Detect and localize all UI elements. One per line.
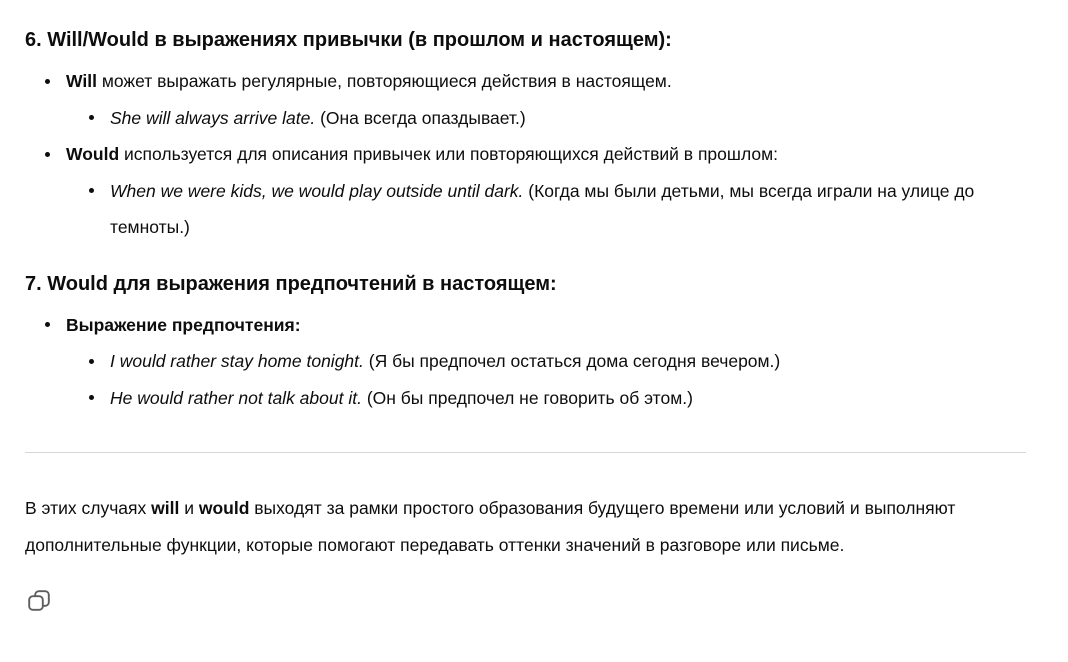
example-english: I would rather stay home tonight.: [110, 351, 364, 371]
bold-term-will: will: [151, 498, 180, 518]
list-item-text: может выражать регулярные, повторяющиеся действия в настоящем.: [96, 71, 672, 91]
example-translation: (Она всегда опаздывает.): [315, 107, 526, 128]
list-item-example-she: [25, 100, 1026, 137]
list-item-example-not-talk: [25, 380, 1026, 417]
divider: [25, 452, 1026, 453]
example-english: She will always arrive late.: [110, 107, 316, 128]
section-6-list: [25, 63, 1026, 246]
list-item-preference: [25, 307, 1026, 344]
summary-paragraph: [25, 490, 1026, 563]
copy-button[interactable]: [26, 583, 52, 611]
bold-term-will: Will: [66, 71, 97, 91]
section-7-heading: 7. Would для выражения предпочтений в настоящем:: [25, 272, 557, 295]
list-item-example-stay-home: [25, 343, 1026, 380]
bold-term-preference: Выражение предпочтения:: [66, 314, 301, 335]
example-translation: (Когда мы были детьми, мы всегда играли на улице до темноты.): [110, 180, 975, 237]
section-6-heading: 6. Will/Would в выражениях привычки (в прошлом и настоящем):: [25, 29, 672, 51]
list-item-example-kids: [25, 173, 1026, 246]
list-item-will-habit: [25, 63, 1026, 100]
bold-term-would: would: [198, 498, 250, 518]
summary-text: В этих случаях: [25, 498, 152, 518]
example-english: He would rather not talk about it.: [110, 387, 362, 408]
example-translation: (Я бы предпочел остаться дома сегодня вечером.): [363, 351, 781, 371]
summary-text: и: [179, 498, 199, 518]
summary-text: выходят за рамки простого образования будущего времени или условий и выполняют дополнительные функции, которые помогают передавать оттенки значений в разговоре или письме.: [25, 498, 956, 555]
example-english: When we were kids, we would play outside until dark.: [110, 180, 524, 201]
bold-term-would: Would: [66, 144, 120, 164]
list-item-would-habit: [25, 136, 1026, 173]
copy-icon: [26, 583, 52, 611]
example-translation: (Он бы предпочел не говорить об этом.): [361, 387, 693, 408]
list-item-text: используется для описания привычек или повторяющихся действий в прошлом:: [119, 144, 778, 164]
section-7-list: [25, 307, 1026, 417]
